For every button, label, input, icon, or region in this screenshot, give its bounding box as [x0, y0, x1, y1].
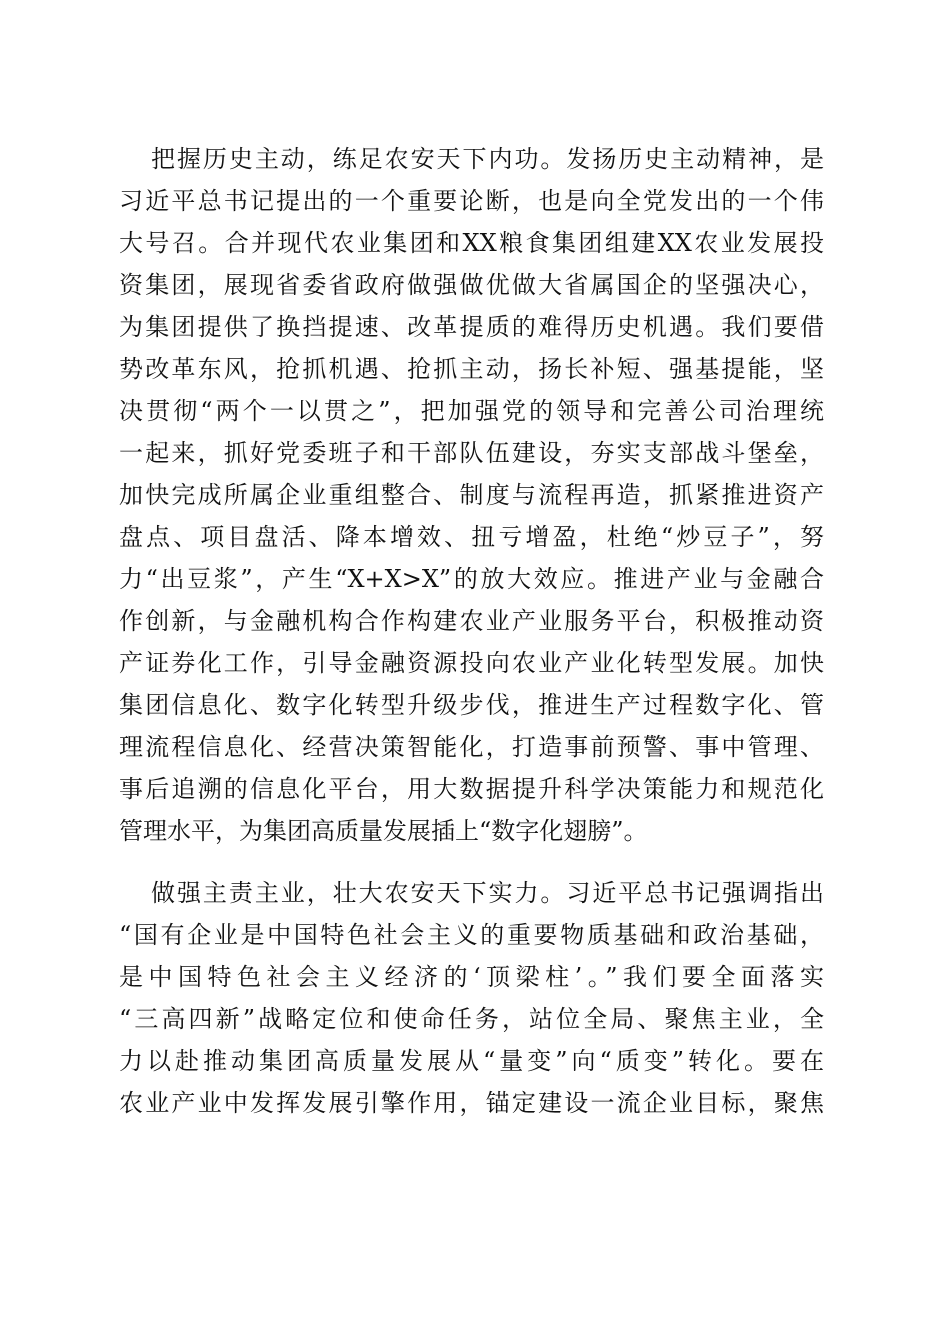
paragraph-line: 力“出豆浆”，产生“X+X>X”的放大效应。推进产业与金融合: [119, 565, 824, 593]
paragraph-line: 力以赴推动集团高质量发展从“量变”向“质变”转化。要在: [119, 1047, 824, 1075]
paragraph-line: 把握历史主动，练足农安天下内功。发扬历史主动精神，是: [151, 145, 824, 173]
paragraph-1: [119, 138, 824, 852]
paragraph-line: 习近平总书记提出的一个重要论断，也是向全党发出的一个伟: [119, 187, 824, 215]
paragraph-line: 做强主责主业，壮大农安天下实力。习近平总书记强调指出: [151, 879, 824, 907]
paragraph-line: “国有企业是中国特色社会主义的重要物质基础和政治基础，: [119, 921, 824, 949]
paragraph-line: 决贯彻“两个一以贯之”，把加强党的领导和完善公司治理统: [119, 397, 824, 425]
paragraph-line: 大号召。合并现代农业集团和XX粮食集团组建XX农业发展投: [119, 229, 824, 257]
paragraph-line: 农业产业中发挥发展引擎作用，锚定建设一流企业目标，聚焦: [119, 1089, 824, 1117]
paragraph-line: 盘点、项目盘活、降本增效、扭亏增盈，杜绝“炒豆子”，努: [119, 523, 824, 551]
paragraph-line: 资集团，展现省委省政府做强做优做大省属国企的坚强决心，: [119, 271, 824, 299]
paragraph-line: 势改革东风，抢抓机遇、抢抓主动，扬长补短、强基提能，坚: [119, 355, 824, 383]
paragraph-line: 集团信息化、数字化转型升级步伐，推进生产过程数字化、管: [119, 691, 824, 719]
paragraph-line: 加快完成所属企业重组整合、制度与流程再造，抓紧推进资产: [119, 481, 824, 509]
paragraph-line: 管理水平，为集团高质量发展插上“数字化翅膀”。: [119, 817, 648, 845]
paragraph-line: 产证券化工作，引导金融资源投向农业产业化转型发展。加快: [119, 649, 824, 677]
paragraph-2: [119, 872, 824, 1124]
paragraph-line: 是中国特色社会主义经济的‘顶梁柱’。”我们要全面落实: [119, 963, 824, 991]
paragraph-line: 为集团提供了换挡提速、改革提质的难得历史机遇。我们要借: [119, 313, 824, 341]
paragraph-line: 事后追溯的信息化平台，用大数据提升科学决策能力和规范化: [119, 775, 824, 803]
paragraph-line: 一起来，抓好党委班子和干部队伍建设，夯实支部战斗堡垒，: [119, 439, 824, 467]
paragraph-line: “三高四新”战略定位和使命任务，站位全局、聚焦主业，全: [119, 1005, 824, 1033]
paragraph-line: 理流程信息化、经营决策智能化，打造事前预警、事中管理、: [119, 733, 824, 761]
paragraph-line: 作创新，与金融机构合作构建农业产业服务平台，积极推动资: [119, 607, 824, 635]
